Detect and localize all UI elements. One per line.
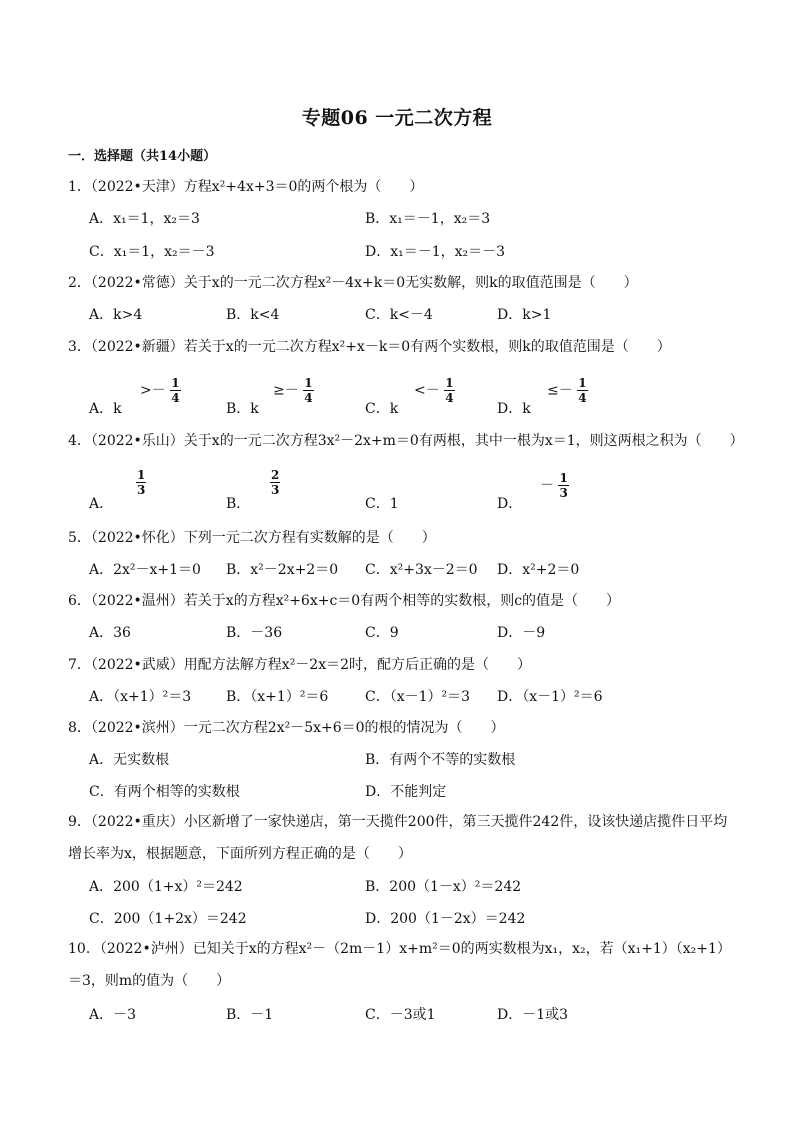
question-3-b-relation (273, 376, 314, 405)
fraction-one-quarter (444, 376, 454, 405)
question-5-option-d[interactable]: D．x²+2＝0 (497, 562, 580, 578)
minus-sign: － (540, 477, 554, 494)
question-5-option-c[interactable]: C．x²+3x－2＝0 (365, 562, 478, 578)
question-5-option-a[interactable]: A．2x²－x+1＝0 (89, 562, 201, 578)
question-4-option-b[interactable]: B． (226, 496, 251, 512)
question-2-option-a[interactable]: A．k>4 (89, 307, 143, 323)
fraction-one-quarter (170, 376, 180, 405)
question-9-option-b[interactable]: B．200（1－x）²＝242 (365, 879, 522, 895)
relation-symbol: ≤－ (547, 382, 573, 399)
fraction-denominator: 3 (137, 483, 146, 497)
question-1-option-a[interactable]: A．x₁＝1，x₂＝3 (89, 211, 200, 227)
question-6-stem: 6．（2022•温州）若关于x的方程x²+6x+c＝0有两个相等的实数根，则c的值是（ ） (68, 593, 621, 609)
question-3-a-relation (140, 376, 181, 405)
question-10-stem: 10．（2022•泸州）已知关于x的方程x²－（2m－1）x+m²＝0的两实数根为x₁，x₂，若（x₁+1）（x₂+1）＝3，则m的值为（ ） (68, 941, 731, 989)
question-10-option-d[interactable]: D．－1或3 (497, 1007, 569, 1023)
section-heading: 一．选择题（共14小题） (68, 149, 217, 164)
relation-symbol: ≥－ (273, 382, 299, 399)
question-8-option-d[interactable]: D．不能判定 (365, 784, 447, 800)
fraction-numerator: 2 (271, 468, 280, 482)
question-3-option-b[interactable]: B．k (226, 401, 259, 417)
question-9-option-d[interactable]: D．200（1－2x）＝242 (365, 911, 526, 927)
page-title: 专题06 一元二次方程 (301, 107, 493, 129)
question-8-option-c[interactable]: C．有两个相等的实数根 (89, 784, 240, 800)
question-3-stem: 3．（2022•新疆）若关于x的一元二次方程x²+x－k＝0有两个实数根，则k的取值范围是（ ） (68, 339, 671, 355)
question-7-option-a[interactable]: A．（x+1）²＝3 (89, 689, 192, 705)
question-10-option-c[interactable]: C．－3或1 (365, 1007, 436, 1023)
fraction-two-thirds (270, 468, 280, 497)
question-6-option-a[interactable]: A．36 (89, 625, 131, 641)
question-4-d-value (540, 471, 569, 500)
fraction-numerator: 1 (171, 376, 180, 390)
question-2-option-c[interactable]: C．k<－4 (365, 307, 433, 323)
question-4-option-c[interactable]: C．1 (365, 496, 399, 512)
fraction-denominator: 3 (271, 483, 280, 497)
fraction-denominator: 4 (578, 391, 587, 405)
fraction-one-third (136, 468, 146, 497)
question-4-a-value (136, 468, 146, 497)
question-9-option-a[interactable]: A．200（1+x）²＝242 (89, 879, 243, 895)
question-5-option-b[interactable]: B．x²－2x+2＝0 (226, 562, 339, 578)
question-1-option-b[interactable]: B．x₁＝－1，x₂＝3 (365, 211, 491, 227)
relation-symbol: <－ (414, 382, 440, 399)
question-9-stem: 9．（2022•重庆）小区新增了一家快递店，第一天揽件200件，第三天揽件242件，设该快递店揽件日平均增长率为x，根据题意，下面所列方程正确的是（ ） (68, 814, 728, 862)
fraction-denominator: 4 (445, 391, 454, 405)
question-7-option-c[interactable]: C．（x－1）²＝3 (365, 689, 471, 705)
fraction-one-quarter (303, 376, 313, 405)
question-6-option-c[interactable]: C．9 (365, 625, 399, 641)
fraction-one-third (558, 471, 568, 500)
fraction-numerator: 1 (137, 468, 146, 482)
question-8-option-b[interactable]: B．有两个不等的实数根 (365, 752, 516, 768)
question-7-option-b[interactable]: B．（x+1）²＝6 (226, 689, 329, 705)
question-9-option-c[interactable]: C．200（1+2x）＝242 (89, 911, 247, 927)
question-2-stem: 2．（2022•常德）关于x的一元二次方程x²－4x+k＝0无实数解，则k的取值范围是（ ） (68, 275, 638, 291)
question-8-stem: 8．（2022•滨州）一元二次方程2x²－5x+6＝0的根的情况为（ ） (68, 720, 505, 736)
fraction-numerator: 1 (578, 376, 587, 390)
relation-symbol: >－ (140, 382, 166, 399)
question-3-c-relation (414, 376, 455, 405)
question-6-option-d[interactable]: D．－9 (497, 625, 546, 641)
fraction-numerator: 1 (304, 376, 313, 390)
question-1-option-c[interactable]: C．x₁＝1，x₂＝－3 (89, 244, 215, 260)
question-4-b-value (270, 468, 280, 497)
question-1-option-d[interactable]: D．x₁＝－1，x₂＝－3 (365, 244, 506, 260)
question-2-option-b[interactable]: B．k<4 (226, 307, 280, 323)
question-10-option-b[interactable]: B．－1 (226, 1007, 274, 1023)
question-5-stem: 5．（2022•怀化）下列一元二次方程有实数解的是（ ） (68, 530, 436, 546)
question-3-option-a[interactable]: A．k (89, 401, 122, 417)
question-4-option-a[interactable]: A． (89, 496, 114, 512)
question-4-option-d[interactable]: D． (497, 496, 523, 512)
question-1-stem: 1．（2022•天津）方程x²+4x+3＝0的两个根为（ ） (68, 179, 424, 195)
fraction-numerator: 1 (559, 471, 568, 485)
fraction-one-quarter (577, 376, 587, 405)
question-7-option-d[interactable]: D．（x－1）²＝6 (497, 689, 603, 705)
question-3-option-c[interactable]: C．k (365, 401, 399, 417)
question-3-option-d[interactable]: D．k (497, 401, 531, 417)
fraction-denominator: 4 (171, 391, 180, 405)
fraction-numerator: 1 (445, 376, 454, 390)
question-7-stem: 7．（2022•武威）用配方法解方程x²－2x＝2时，配方后正确的是（ ） (68, 657, 532, 673)
fraction-denominator: 3 (559, 486, 568, 500)
question-10-option-a[interactable]: A．－3 (89, 1007, 137, 1023)
question-4-stem: 4．（2022•乐山）关于x的一元二次方程3x²－2x+m＝0有两根，其中一根为x＝1，则这两根之积为（ ） (68, 433, 744, 449)
question-2-option-d[interactable]: D．k>1 (497, 307, 552, 323)
question-8-option-a[interactable]: A．无实数根 (89, 752, 170, 768)
question-3-d-relation (547, 376, 588, 405)
fraction-denominator: 4 (304, 391, 313, 405)
question-6-option-b[interactable]: B．－36 (226, 625, 283, 641)
